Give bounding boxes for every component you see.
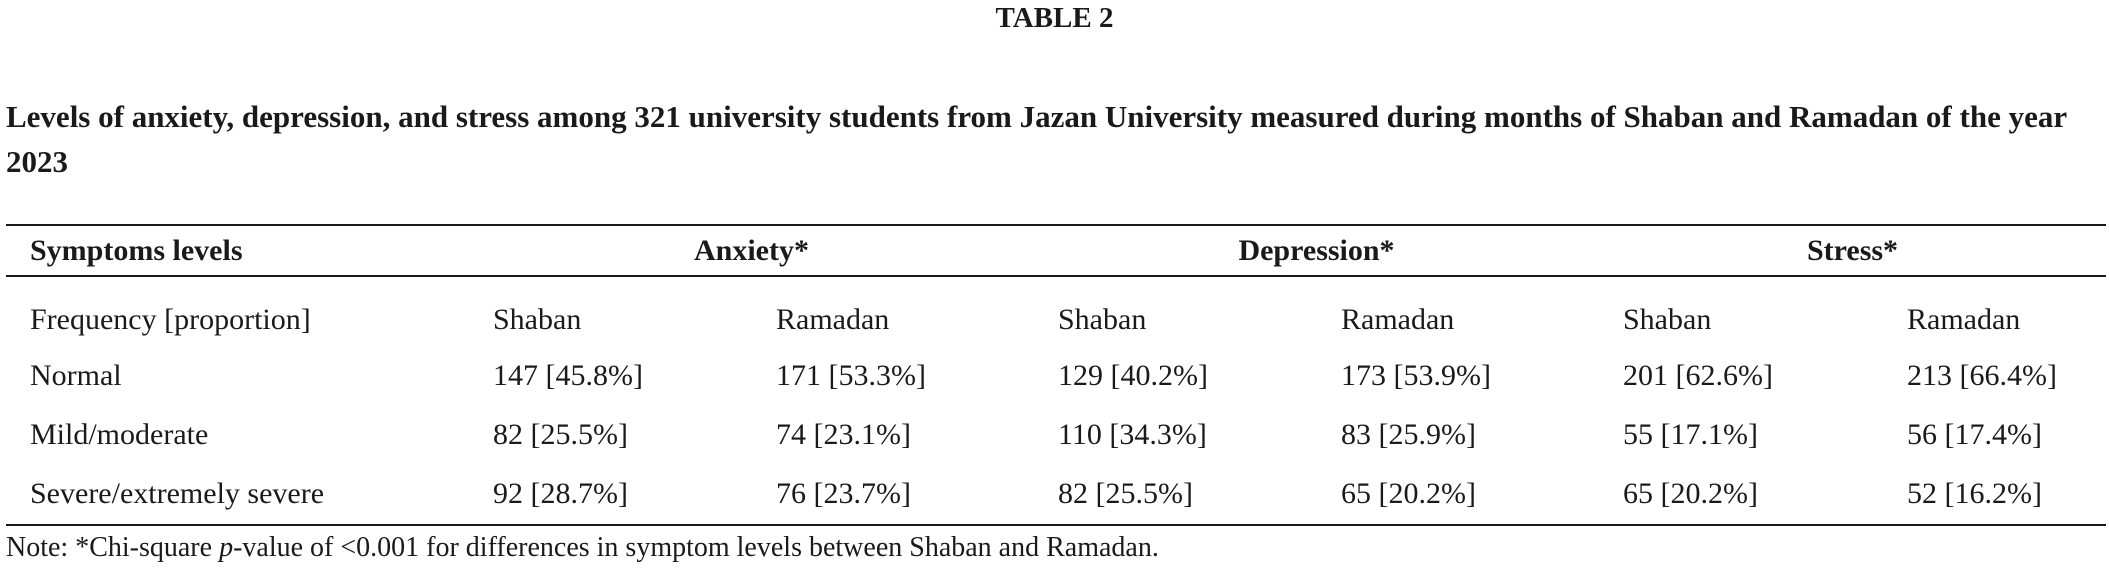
table-cell: 129 [40.2%]	[1058, 358, 1208, 392]
table-row	[6, 464, 2106, 523]
table-bottom-rule	[6, 524, 2106, 526]
footnote-suffix: -value of <0.001 for differences in symptom levels between Shaban and Ramadan.	[233, 532, 1159, 563]
subheader-anxiety-ramadan: Ramadan	[776, 303, 890, 336]
header-symptoms-levels: Symptoms levels	[30, 234, 243, 267]
symptom-levels-table	[6, 226, 2106, 523]
subheader-anxiety-shaban: Shaban	[493, 303, 582, 336]
table-header-row	[6, 226, 2106, 276]
header-stress: Stress*	[1806, 234, 1899, 267]
subheader-depression-ramadan: Ramadan	[1341, 303, 1455, 336]
header-anxiety: Anxiety*	[694, 234, 809, 267]
row-label-severe: Severe/extremely severe	[30, 476, 325, 510]
table-cell: 74 [23.1%]	[776, 417, 911, 451]
table-cell: 171 [53.3%]	[776, 358, 926, 392]
table-cell: 82 [25.5%]	[1058, 476, 1193, 510]
footnote-prefix: Note: *Chi-square	[6, 532, 220, 563]
table-cell: 65 [20.2%]	[1341, 476, 1476, 510]
footnote-p-italic: p	[219, 532, 234, 563]
row-label-mild-moderate: Mild/moderate	[30, 417, 209, 451]
table-row	[6, 405, 2106, 464]
table-row	[6, 346, 2106, 405]
table-cell: 201 [62.6%]	[1623, 358, 1773, 392]
table-cell: 52 [16.2%]	[1907, 476, 2042, 510]
subheader-row	[6, 276, 2106, 346]
table-cell: 213 [66.4%]	[1907, 358, 2057, 392]
table-cell: 92 [28.7%]	[493, 476, 628, 510]
row-label-normal: Normal	[30, 358, 122, 392]
header-depression: Depression*	[1238, 234, 1395, 267]
subheader-frequency-label: Frequency [proportion]	[30, 303, 311, 336]
table-cell: 83 [25.9%]	[1341, 417, 1476, 451]
table-cell: 110 [34.3%]	[1058, 417, 1207, 451]
table-cell: 55 [17.1%]	[1623, 417, 1758, 451]
table-cell: 82 [25.5%]	[493, 417, 628, 451]
subheader-stress-ramadan: Ramadan	[1907, 303, 2021, 336]
subheader-stress-shaban: Shaban	[1623, 303, 1712, 336]
table-cell: 173 [53.9%]	[1341, 358, 1491, 392]
table-number-label: TABLE 2	[995, 2, 1114, 34]
table-cell: 147 [45.8%]	[493, 358, 643, 392]
table-cell: 76 [23.7%]	[776, 476, 911, 510]
subheader-depression-shaban: Shaban	[1058, 303, 1147, 336]
table-cell: 65 [20.2%]	[1623, 476, 1758, 510]
table-cell: 56 [17.4%]	[1907, 417, 2042, 451]
table-footnote	[6, 530, 1159, 566]
table-caption: Levels of anxiety, depression, and stress among 321 university students from Jazan University measured during months of Shaban and Ramadan of the year 2023	[6, 99, 2067, 179]
